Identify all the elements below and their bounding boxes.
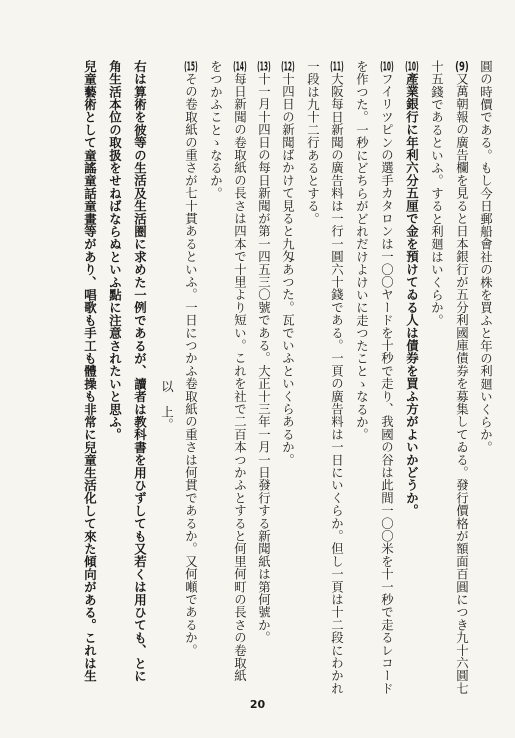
text-column [159, 380, 175, 431]
column-text: その卷取紙の重さが七十貫あるといふ。一日につかふ卷取紙の重さは何貫であるか。又何噸であるか。 [183, 72, 199, 657]
column-text: 圓の時價である。もし今日郵船會社の株を買ふと年の利廻いくらか。 [478, 60, 494, 454]
problem-number: (14) [233, 60, 247, 73]
text-column [305, 60, 321, 226]
page-number: 20 [249, 698, 266, 711]
text-column [132, 60, 148, 683]
column-text: をつかふことゝなるか。 [208, 60, 224, 200]
text-column [329, 60, 345, 695]
text-column [404, 60, 420, 517]
column-text: 十四日の新聞ばかけて見ると九匁あつた。瓦でいふといくらあるか。 [280, 72, 296, 467]
column-text: 一段は九十二行あるとする。 [305, 60, 321, 226]
column-text: 每日新聞の卷取紙の長さは四本で十里より短い。これを社で二百本つかふとすると何里何町の長さの卷取紙 [232, 72, 248, 683]
column-text: 以 上。 [159, 380, 175, 431]
problem-number: (12) [281, 60, 295, 73]
text-column [429, 60, 445, 327]
problem-number: (10) [405, 60, 419, 73]
text-column [478, 60, 494, 454]
text-column [379, 60, 395, 695]
text-column [354, 60, 370, 441]
text-column [107, 60, 123, 441]
text-column [280, 60, 296, 467]
column-text: 角生活本位の取扱をせねばならぬといふ點に注意されたいと思ふ。 [107, 60, 123, 441]
column-text: を作つた。一秒にどちらがどれだけよけいに走つたことゝなるか。 [354, 60, 370, 441]
text-column [183, 60, 199, 657]
column-text: 右は算術を彼等の生活及生活圏に求めた一例であるが、讀者は教科書を用ひずしても又若くは用ひても、とに [132, 60, 148, 683]
problem-number: (15) [184, 60, 198, 73]
column-text: 產業銀行に年利六分五厘で金を預けてゐる人は債券を買ふ方がよいかどうか。 [404, 72, 420, 517]
column-text: 十一月十四日の每日新聞が第一四五三〇號である。大正十三年一月一日發行する新聞紙は第何號か。 [256, 72, 272, 644]
text-column [454, 60, 470, 695]
problem-number: (11) [330, 60, 344, 73]
column-text: 又萬朝報の廣告欄を見ると日本銀行が五分利國庫債券を募集してゐる。發行價格が額面百圓につき九十六圓七 [454, 72, 470, 695]
column-text: 兒童藝術として童謠童話童畫等があり、唱歌も手工も體操も非常に兒童生活化して來た傾向がある。これは生 [82, 60, 98, 683]
column-text: 大阪每日新聞の廣告料は一行一圓六十錢である。一頁の廣告料は一日にいくらか。但し一頁は十二段にわかれ [329, 72, 345, 695]
text-column [208, 60, 224, 200]
text-column [82, 60, 98, 683]
column-text: 十五錢であるといふ。すると利廻はいくらか。 [429, 60, 445, 327]
problem-number: (10) [380, 60, 394, 73]
text-column [256, 60, 272, 644]
text-column [232, 60, 248, 683]
column-text: フイリツピンの選手カタロンは一〇〇ヤードを十秒で走り、我國の谷は此間一〇〇米を十一秒で走るレコード [379, 72, 395, 695]
problem-number: (13) [257, 60, 271, 73]
problem-number: (9) [455, 60, 469, 73]
